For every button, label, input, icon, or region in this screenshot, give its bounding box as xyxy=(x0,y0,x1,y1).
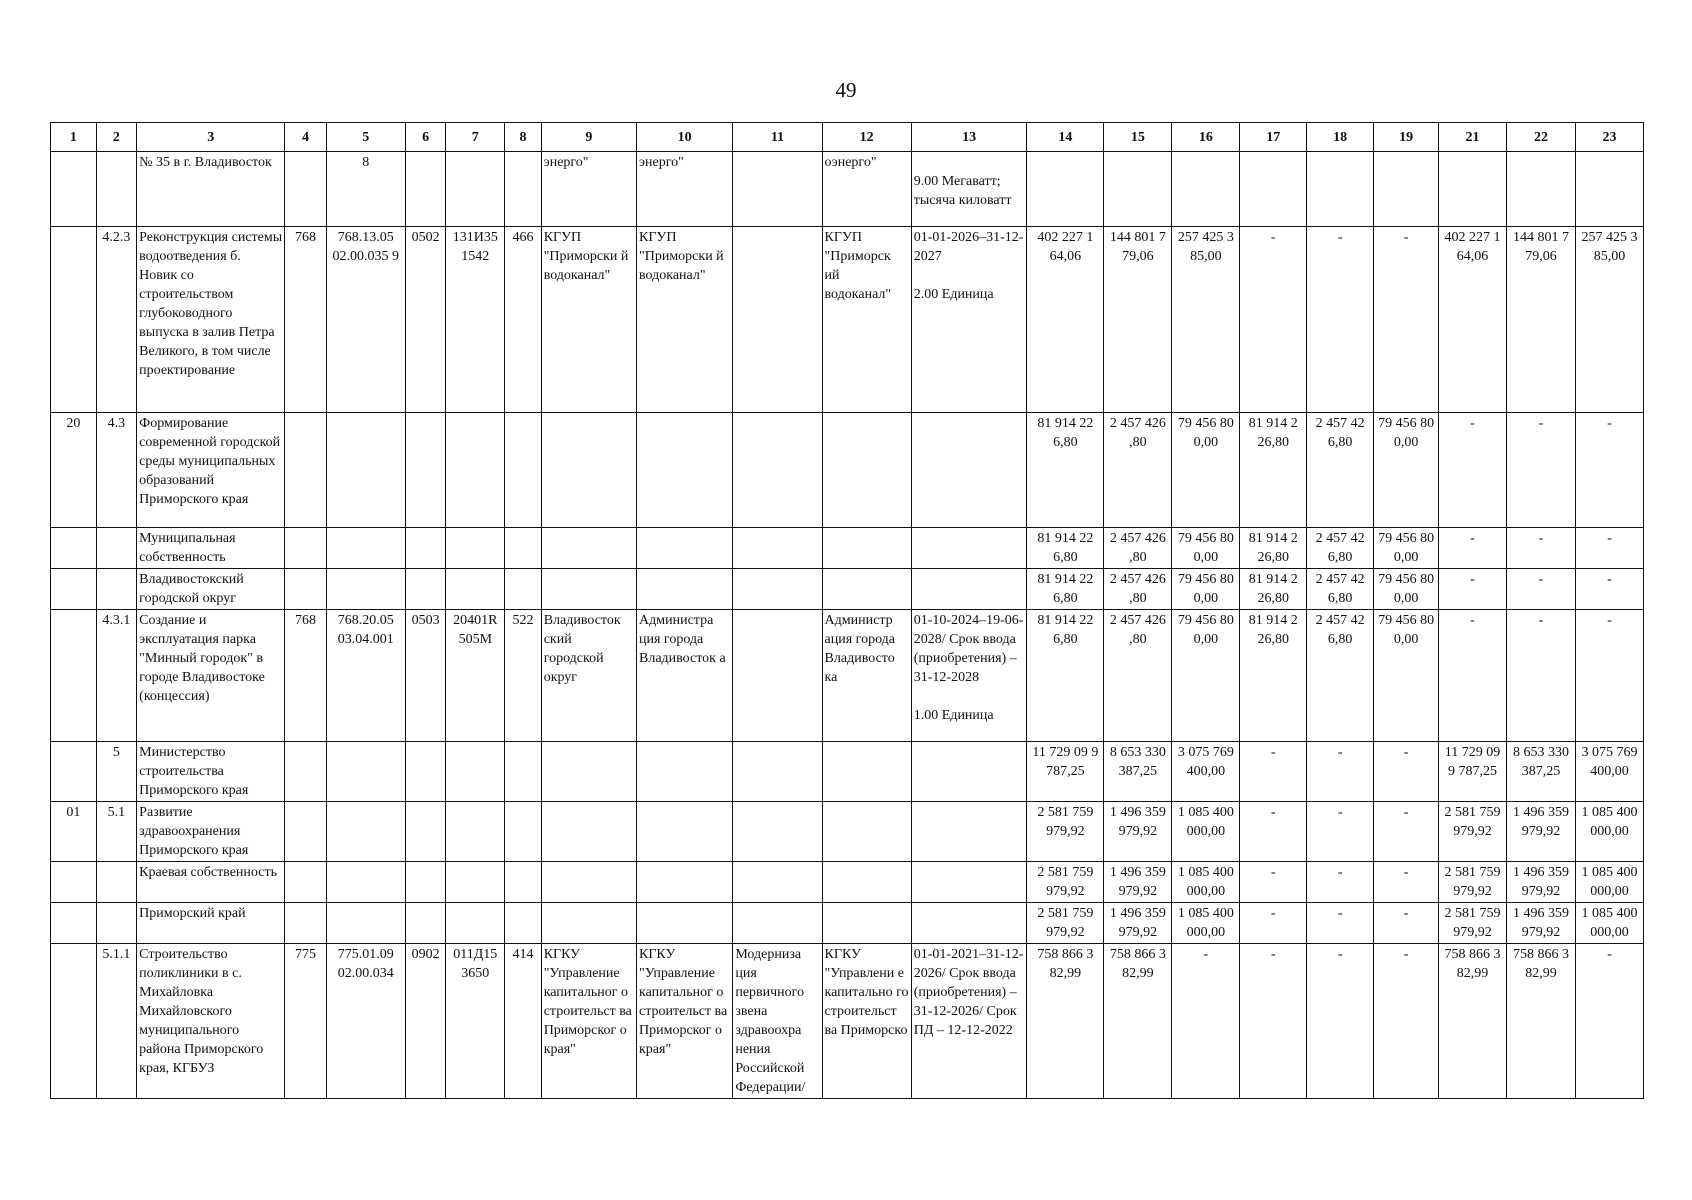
cell-col9 xyxy=(541,742,636,802)
cell-col3: № 35 в г. Владивосток xyxy=(137,152,285,227)
cell-col6 xyxy=(405,569,446,610)
cell-col5 xyxy=(326,528,405,569)
cell-col23: 1 085 400 000,00 xyxy=(1575,802,1643,862)
cell-col23: - xyxy=(1575,944,1643,1099)
cell-col7 xyxy=(446,569,505,610)
cell-col10 xyxy=(637,742,733,802)
cell-col6 xyxy=(405,413,446,528)
cell-col23: 3 075 769 400,00 xyxy=(1575,742,1643,802)
cell-col15: 758 866 3 82,99 xyxy=(1104,944,1172,1099)
cell-col7 xyxy=(446,802,505,862)
cell-col2: 5 xyxy=(96,742,137,802)
cell-col9: Владивосток ский городской округ xyxy=(541,610,636,742)
cell-col6 xyxy=(405,152,446,227)
header-cell: 16 xyxy=(1172,123,1240,152)
cell-col19: 79 456 80 0,00 xyxy=(1374,610,1439,742)
cell-col14: 2 581 759 979,92 xyxy=(1027,862,1104,903)
investment-table xyxy=(50,122,1644,1099)
cell-col11 xyxy=(733,528,822,569)
cell-col22: - xyxy=(1506,610,1575,742)
cell-col4 xyxy=(285,742,327,802)
cell-col7 xyxy=(446,152,505,227)
cell-col4: 768 xyxy=(285,610,327,742)
header-cell: 5 xyxy=(326,123,405,152)
cell-col1 xyxy=(51,610,97,742)
cell-col23: - xyxy=(1575,413,1643,528)
cell-col23: - xyxy=(1575,610,1643,742)
cell-col15: 2 457 426 ,80 xyxy=(1104,528,1172,569)
cell-col18: - xyxy=(1307,862,1374,903)
table-row xyxy=(51,569,1644,610)
cell-col6: 0902 xyxy=(405,944,446,1099)
cell-col10: Администра ция города Владивосток а xyxy=(637,610,733,742)
cell-col10 xyxy=(637,802,733,862)
cell-col11 xyxy=(733,802,822,862)
table-row xyxy=(51,802,1644,862)
cell-col21: - xyxy=(1439,610,1507,742)
cell-col19: - xyxy=(1374,862,1439,903)
header-cell: 10 xyxy=(637,123,733,152)
cell-col5 xyxy=(326,413,405,528)
cell-col23: 1 085 400 000,00 xyxy=(1575,862,1643,903)
header-cell: 4 xyxy=(285,123,327,152)
cell-col1 xyxy=(51,944,97,1099)
header-cell: 9 xyxy=(541,123,636,152)
cell-col4 xyxy=(285,903,327,944)
cell-col15: 2 457 426 ,80 xyxy=(1104,413,1172,528)
header-cell: 1 xyxy=(51,123,97,152)
cell-col9: КГКУ "Управление капитальног о строительст ва Приморског о края" xyxy=(541,944,636,1099)
cell-col12 xyxy=(822,742,911,802)
cell-col2 xyxy=(96,528,137,569)
cell-col17: 81 914 2 26,80 xyxy=(1240,413,1307,528)
cell-col12 xyxy=(822,528,911,569)
cell-col17: - xyxy=(1240,742,1307,802)
cell-col9: энерго" xyxy=(541,152,636,227)
cell-col11: Модерниза ция первичного звена здравоохра нения Российской Федерации/ xyxy=(733,944,822,1099)
cell-col13: 01-01-2021–31-12-2026/ Срок ввода (приобретения) – 31-12-2026/ Срок ПД – 12-12-2022 xyxy=(911,944,1027,1099)
cell-col12 xyxy=(822,862,911,903)
cell-col17: 81 914 2 26,80 xyxy=(1240,528,1307,569)
cell-col17: 81 914 2 26,80 xyxy=(1240,569,1307,610)
table-row xyxy=(51,862,1644,903)
cell-col17: - xyxy=(1240,862,1307,903)
cell-col3: Муниципальная собственность xyxy=(137,528,285,569)
cell-col12 xyxy=(822,802,911,862)
cell-col12: КГКУ "Управлени е капитально го строительст ва Приморско xyxy=(822,944,911,1099)
cell-col12 xyxy=(822,413,911,528)
cell-col21: 2 581 759 979,92 xyxy=(1439,862,1507,903)
cell-col12: оэнерго" xyxy=(822,152,911,227)
cell-col21: 758 866 3 82,99 xyxy=(1439,944,1507,1099)
cell-col10: КГКУ "Управление капитальног о строительст ва Приморског о края" xyxy=(637,944,733,1099)
table-row xyxy=(51,227,1644,413)
cell-col8: 522 xyxy=(505,610,542,742)
cell-col14 xyxy=(1027,152,1104,227)
cell-col1: 01 xyxy=(51,802,97,862)
table-row xyxy=(51,528,1644,569)
cell-col5: 768.20.05 03.04.001 xyxy=(326,610,405,742)
cell-col11 xyxy=(733,413,822,528)
cell-col19: 79 456 80 0,00 xyxy=(1374,413,1439,528)
cell-col4 xyxy=(285,569,327,610)
cell-col7: 011Д15 3650 xyxy=(446,944,505,1099)
cell-col16: 1 085 400 000,00 xyxy=(1172,862,1240,903)
cell-col13 xyxy=(911,227,1027,413)
header-cell: 22 xyxy=(1506,123,1575,152)
cell-col16: 1 085 400 000,00 xyxy=(1172,903,1240,944)
header-cell: 2 xyxy=(96,123,137,152)
cell-col19: - xyxy=(1374,802,1439,862)
cell-col13-capacity: 1.00 Единица xyxy=(913,708,994,723)
cell-col13-period: 01-10-2024–19-06-2028/ Срок ввода (приобретения) – 31-12-2028 xyxy=(913,613,1024,685)
cell-col8 xyxy=(505,862,542,903)
cell-col10: энерго" xyxy=(637,152,733,227)
cell-col11 xyxy=(733,152,822,227)
cell-col19: - xyxy=(1374,742,1439,802)
cell-col7: 131И35 1542 xyxy=(446,227,505,413)
page-number: 49 xyxy=(835,78,857,102)
header-cell: 19 xyxy=(1374,123,1439,152)
cell-col6 xyxy=(405,528,446,569)
cell-col2 xyxy=(96,903,137,944)
cell-col6: 0502 xyxy=(405,227,446,413)
cell-col18 xyxy=(1307,152,1374,227)
table-row xyxy=(51,610,1644,742)
table-row xyxy=(51,742,1644,802)
cell-col1 xyxy=(51,528,97,569)
cell-col15: 2 457 426 ,80 xyxy=(1104,610,1172,742)
cell-col15: 8 653 330 387,25 xyxy=(1104,742,1172,802)
cell-col3: Развитие здравоохранения Приморского края xyxy=(137,802,285,862)
cell-col12: Администр ация города Владивосто ка xyxy=(822,610,911,742)
cell-col9 xyxy=(541,413,636,528)
cell-col13 xyxy=(911,742,1027,802)
cell-col17 xyxy=(1240,152,1307,227)
cell-col14: 2 581 759 979,92 xyxy=(1027,802,1104,862)
cell-col13-capacity: 2.00 Единица xyxy=(913,287,994,302)
cell-col13 xyxy=(911,862,1027,903)
cell-col8 xyxy=(505,528,542,569)
cell-col22: 758 866 3 82,99 xyxy=(1506,944,1575,1099)
cell-col8 xyxy=(505,802,542,862)
cell-col5 xyxy=(326,903,405,944)
cell-col11 xyxy=(733,742,822,802)
cell-col7 xyxy=(446,528,505,569)
cell-col4 xyxy=(285,528,327,569)
cell-col1 xyxy=(51,862,97,903)
cell-col10 xyxy=(637,569,733,610)
cell-col16: - xyxy=(1172,944,1240,1099)
cell-col11 xyxy=(733,227,822,413)
cell-col17: - xyxy=(1240,903,1307,944)
cell-col14: 402 227 1 64,06 xyxy=(1027,227,1104,413)
cell-col22: - xyxy=(1506,569,1575,610)
cell-col7: 20401R 505M xyxy=(446,610,505,742)
cell-col1 xyxy=(51,569,97,610)
cell-col18: - xyxy=(1307,802,1374,862)
cell-col22: 1 496 359 979,92 xyxy=(1506,903,1575,944)
cell-col6 xyxy=(405,903,446,944)
cell-col4: 768 xyxy=(285,227,327,413)
cell-col8 xyxy=(505,742,542,802)
header-cell: 7 xyxy=(446,123,505,152)
cell-col22: - xyxy=(1506,528,1575,569)
cell-col15: 2 457 426 ,80 xyxy=(1104,569,1172,610)
cell-col14: 2 581 759 979,92 xyxy=(1027,903,1104,944)
cell-col16: 79 456 80 0,00 xyxy=(1172,528,1240,569)
cell-col5: 775.01.09 02.00.034 xyxy=(326,944,405,1099)
cell-col2 xyxy=(96,862,137,903)
cell-col12: КГУП "Приморск ий водоканал" xyxy=(822,227,911,413)
cell-col17: - xyxy=(1240,802,1307,862)
cell-col8 xyxy=(505,413,542,528)
cell-col23 xyxy=(1575,152,1643,227)
cell-col16: 1 085 400 000,00 xyxy=(1172,802,1240,862)
cell-col17: - xyxy=(1240,227,1307,413)
cell-col11 xyxy=(733,569,822,610)
cell-col12 xyxy=(822,569,911,610)
cell-col6 xyxy=(405,802,446,862)
cell-col9 xyxy=(541,569,636,610)
cell-col12 xyxy=(822,903,911,944)
cell-col17: 81 914 2 26,80 xyxy=(1240,610,1307,742)
cell-col3: Приморский край xyxy=(137,903,285,944)
cell-col13-period: 01-01-2026–31-12-2027 xyxy=(913,230,1024,264)
cell-col6 xyxy=(405,742,446,802)
cell-col15: 144 801 7 79,06 xyxy=(1104,227,1172,413)
cell-col2: 5.1.1 xyxy=(96,944,137,1099)
cell-col13 xyxy=(911,413,1027,528)
cell-col22 xyxy=(1506,152,1575,227)
cell-col17: - xyxy=(1240,944,1307,1099)
table-row xyxy=(51,944,1644,1099)
cell-col8 xyxy=(505,903,542,944)
cell-col5 xyxy=(326,742,405,802)
cell-col4 xyxy=(285,152,327,227)
cell-col10 xyxy=(637,903,733,944)
cell-col13 xyxy=(911,802,1027,862)
cell-col5 xyxy=(326,862,405,903)
cell-col18: - xyxy=(1307,742,1374,802)
table-row xyxy=(51,152,1644,227)
cell-col13 xyxy=(911,610,1027,742)
cell-col22: 144 801 7 79,06 xyxy=(1506,227,1575,413)
cell-col1: 20 xyxy=(51,413,97,528)
cell-col23: - xyxy=(1575,569,1643,610)
cell-col4 xyxy=(285,802,327,862)
cell-col8: 414 xyxy=(505,944,542,1099)
cell-col18: 2 457 42 6,80 xyxy=(1307,569,1374,610)
cell-col21: 11 729 09 9 787,25 xyxy=(1439,742,1507,802)
cell-col18: - xyxy=(1307,944,1374,1099)
cell-col11 xyxy=(733,903,822,944)
cell-col21 xyxy=(1439,152,1507,227)
cell-col19: - xyxy=(1374,903,1439,944)
cell-col21: - xyxy=(1439,569,1507,610)
cell-col7 xyxy=(446,903,505,944)
header-cell: 12 xyxy=(822,123,911,152)
cell-col13 xyxy=(911,528,1027,569)
cell-col9 xyxy=(541,862,636,903)
cell-col14: 81 914 22 6,80 xyxy=(1027,569,1104,610)
cell-col13-text: 9.00 Мегаватт; тысяча киловатт xyxy=(913,174,1012,208)
header-cell: 21 xyxy=(1439,123,1507,152)
cell-col16: 79 456 80 0,00 xyxy=(1172,610,1240,742)
cell-col16: 257 425 3 85,00 xyxy=(1172,227,1240,413)
cell-col7 xyxy=(446,413,505,528)
cell-col14: 81 914 22 6,80 xyxy=(1027,610,1104,742)
cell-col21: - xyxy=(1439,528,1507,569)
cell-col1 xyxy=(51,742,97,802)
header-cell: 17 xyxy=(1240,123,1307,152)
cell-col1 xyxy=(51,903,97,944)
cell-col3: Строительство поликлиники в с. Михайловка Михайловского муниципального района Приморского края, КГБУЗ xyxy=(137,944,285,1099)
cell-col22: 8 653 330 387,25 xyxy=(1506,742,1575,802)
cell-col3: Создание и эксплуатация парка "Минный городок" в городе Владивостоке (концессия) xyxy=(137,610,285,742)
cell-col3: Формирование современной городской среды муниципальных образований Приморского края xyxy=(137,413,285,528)
cell-col22: 1 496 359 979,92 xyxy=(1506,862,1575,903)
cell-col5: 8 xyxy=(326,152,405,227)
cell-col9 xyxy=(541,528,636,569)
cell-col23: 257 425 3 85,00 xyxy=(1575,227,1643,413)
cell-col2: 4.3 xyxy=(96,413,137,528)
cell-col2 xyxy=(96,152,137,227)
cell-col5 xyxy=(326,569,405,610)
cell-col5: 768.13.05 02.00.035 9 xyxy=(326,227,405,413)
header-cell: 23 xyxy=(1575,123,1643,152)
cell-col4 xyxy=(285,413,327,528)
cell-col7 xyxy=(446,742,505,802)
cell-col16 xyxy=(1172,152,1240,227)
cell-col18: - xyxy=(1307,903,1374,944)
cell-col8: 466 xyxy=(505,227,542,413)
cell-col14: 81 914 22 6,80 xyxy=(1027,413,1104,528)
cell-col22: 1 496 359 979,92 xyxy=(1506,802,1575,862)
header-cell: 15 xyxy=(1104,123,1172,152)
cell-col2: 5.1 xyxy=(96,802,137,862)
cell-col1 xyxy=(51,227,97,413)
cell-col15: 1 496 359 979,92 xyxy=(1104,802,1172,862)
cell-col16: 79 456 80 0,00 xyxy=(1172,413,1240,528)
cell-col3: Владивостокский городской округ xyxy=(137,569,285,610)
cell-col14: 81 914 22 6,80 xyxy=(1027,528,1104,569)
cell-col23: 1 085 400 000,00 xyxy=(1575,903,1643,944)
header-row xyxy=(51,123,1644,152)
header-cell: 3 xyxy=(137,123,285,152)
cell-col3: Реконструкция системы водоотведения б. Новик со строительством глубоководного выпуска в залив Петра Великого, в том числе проектирование xyxy=(137,227,285,413)
cell-col14: 11 729 09 9 787,25 xyxy=(1027,742,1104,802)
cell-col2: 4.3.1 xyxy=(96,610,137,742)
header-cell: 6 xyxy=(405,123,446,152)
cell-col19: - xyxy=(1374,944,1439,1099)
cell-col21: 2 581 759 979,92 xyxy=(1439,903,1507,944)
cell-col19: - xyxy=(1374,227,1439,413)
cell-col9 xyxy=(541,903,636,944)
cell-col13 xyxy=(911,569,1027,610)
cell-col3: Краевая собственность xyxy=(137,862,285,903)
cell-col11 xyxy=(733,862,822,903)
cell-col23: - xyxy=(1575,528,1643,569)
cell-col16: 79 456 80 0,00 xyxy=(1172,569,1240,610)
cell-col6 xyxy=(405,862,446,903)
cell-col18: 2 457 42 6,80 xyxy=(1307,528,1374,569)
cell-col21: - xyxy=(1439,413,1507,528)
cell-col13 xyxy=(911,903,1027,944)
cell-col9 xyxy=(541,802,636,862)
cell-col4 xyxy=(285,862,327,903)
cell-col21: 2 581 759 979,92 xyxy=(1439,802,1507,862)
cell-col8 xyxy=(505,569,542,610)
cell-col18: 2 457 42 6,80 xyxy=(1307,413,1374,528)
cell-col2: 4.2.3 xyxy=(96,227,137,413)
cell-col10: КГУП "Приморски й водоканал" xyxy=(637,227,733,413)
cell-col3: Министерство строительства Приморского края xyxy=(137,742,285,802)
header-cell: 14 xyxy=(1027,123,1104,152)
cell-col10 xyxy=(637,413,733,528)
table-row xyxy=(51,903,1644,944)
cell-col19: 79 456 80 0,00 xyxy=(1374,569,1439,610)
cell-col11 xyxy=(733,610,822,742)
cell-col15: 1 496 359 979,92 xyxy=(1104,862,1172,903)
cell-col13 xyxy=(911,152,1027,227)
cell-col18: 2 457 42 6,80 xyxy=(1307,610,1374,742)
header-cell: 8 xyxy=(505,123,542,152)
cell-col4: 775 xyxy=(285,944,327,1099)
cell-col5 xyxy=(326,802,405,862)
cell-col7 xyxy=(446,862,505,903)
cell-col19: 79 456 80 0,00 xyxy=(1374,528,1439,569)
cell-col2 xyxy=(96,569,137,610)
cell-col19 xyxy=(1374,152,1439,227)
header-cell: 13 xyxy=(911,123,1027,152)
cell-col6: 0503 xyxy=(405,610,446,742)
cell-col10 xyxy=(637,528,733,569)
cell-col21: 402 227 1 64,06 xyxy=(1439,227,1507,413)
cell-col16: 3 075 769 400,00 xyxy=(1172,742,1240,802)
cell-col15: 1 496 359 979,92 xyxy=(1104,903,1172,944)
cell-col15 xyxy=(1104,152,1172,227)
header-cell: 11 xyxy=(733,123,822,152)
cell-col9: КГУП "Приморски й водоканал" xyxy=(541,227,636,413)
cell-col18: - xyxy=(1307,227,1374,413)
cell-col8 xyxy=(505,152,542,227)
cell-col14: 758 866 3 82,99 xyxy=(1027,944,1104,1099)
cell-col1 xyxy=(51,152,97,227)
cell-col22: - xyxy=(1506,413,1575,528)
table-row xyxy=(51,413,1644,528)
header-cell: 18 xyxy=(1307,123,1374,152)
cell-col10 xyxy=(637,862,733,903)
